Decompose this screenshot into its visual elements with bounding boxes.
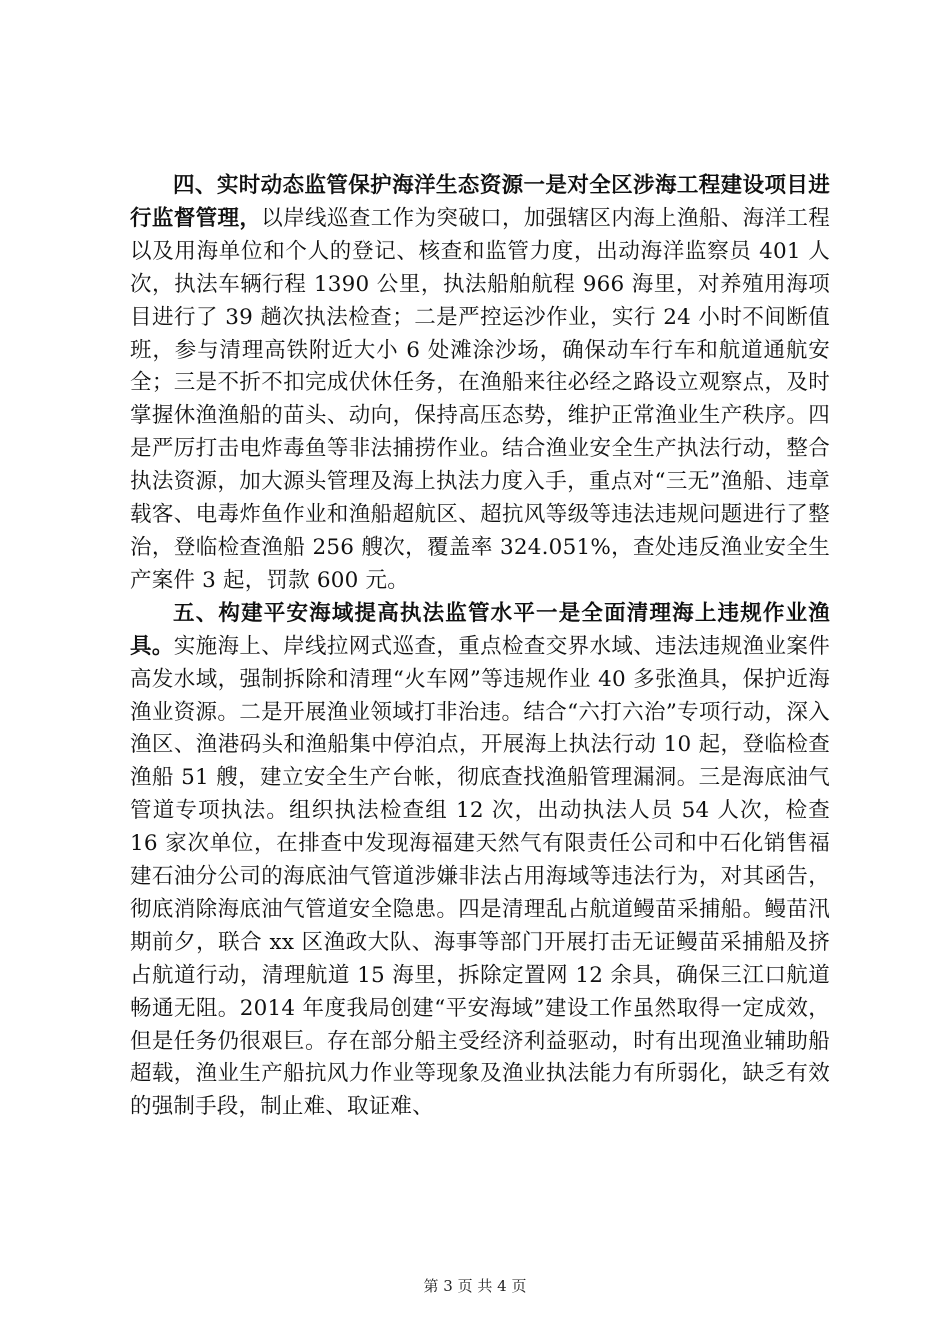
paragraph-five [130, 598, 830, 1125]
paragraph-five-heading: 五、构建平安海域提高执法监管水平一是全面清理海上违规作业渔具。 [130, 600, 830, 659]
document-body [130, 170, 830, 1124]
paragraph-four-text: 以岸线巡查工作为突破口，加强辖区内海上渔船、海洋工程以及用海单位和个人的登记、核查和监管力度，出动海洋监察员 401 人次，执法车辆行程 1390 公里，执法船舶航程 966 海里，对养殖用海项目进行了 39 趟次执法检查；二是严控运沙作业，实行 24 小时不间断值班，参与清理高铁附近大小 6 处滩涂沙场，确保动车行车和航道通航安全；三是不折不扣完成伏休任务，在渔船来往必经之路设立观察点，及时掌握休渔渔船的苗头、动向，保持高压态势，维护正常渔业生产秩序。四是严厉打击电炸毒鱼等非法捕捞作业。结合渔业安全生产执法行动，整合执法资源，加大源头管理及海上执法力度入手，重点对“三无”渔船、违章载客、电毒炸鱼作业和渔船超航区、超抗风等级等违法违规问题进行了整治，登临检查渔船 256 艘次，覆盖率 324.051%，查处违反渔业安全生产案件 3 起，罚款 600 元。 [130, 205, 831, 593]
paragraph-four-heading: 四、实时动态监管保护海洋生态资源一是对全区涉海工程建设项目进行监督管理， [130, 173, 830, 231]
paragraph-five-text: 实施海上、岸线拉网式巡查，重点检查交界水域、违法违规渔业案件高发水域，强制拆除和清理“火车网”等违规作业 40 多张渔具，保护近海渔业资源。二是开展渔业领域打非治违。结合“六打六治”专项行动，深入渔区、渔港码头和渔船集中停泊点，开展海上执法行动 10 起，登临检查渔船 51 艘，建立安全生产台帐，彻底查找渔船管理漏洞。三是海底油气管道专项执法。组织执法检查组 12 次，出动执法人员 54 人次，检查 16 家次单位，在排查中发现海福建天然气有限责任公司和中石化销售福建石油分公司的海底油气管道涉嫌非法占用海域等违法行为，对其函告，彻底消除海底油气管道安全隐患。四是清理乱占航道鳗苗采捕船。鳗苗汛期前夕，联合 xx 区渔政大队、海事等部门开展打击无证鳗苗采捕船及挤占航道行动，清理航道 15 海里，拆除定置网 12 余具，确保三江口航道畅通无阻。2014 年度我局创建“平安海域”建设工作虽然取得一定成效，但是任务仍很艰巨。存在部分船主受经济利益驱动，时有出现渔业辅助船超载，渔业生产船抗风力作业等现象及渔业执法能力有所弱化，缺乏有效的强制手段，制止难、取证难、 [130, 633, 830, 1120]
page-number-footer: 第 3 页 共 4 页 [423, 1277, 527, 1295]
paragraph-four [130, 170, 830, 598]
